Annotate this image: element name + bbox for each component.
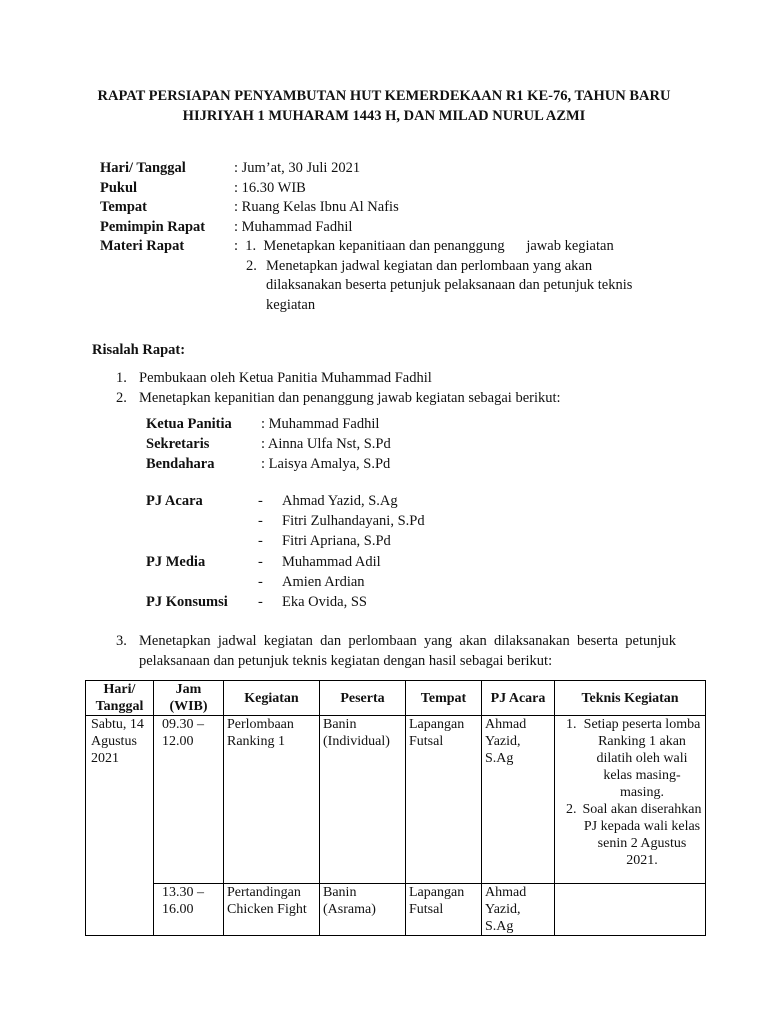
table-cell-tempat: Lapangan Futsal [406, 884, 482, 936]
pj-role [146, 573, 258, 593]
officer-role: Bendahara [146, 456, 215, 472]
dash-bullet: - [258, 513, 263, 530]
pj-name: Amien Ardian [282, 573, 365, 590]
list-text: Pembukaan oleh Ketua Panitia Muhammad Fadhil [139, 370, 432, 386]
meta-row-hari [100, 159, 690, 179]
table-cell-peserta: Banin (Individual) [320, 716, 406, 884]
meta-value: : Ruang Kelas Ibnu Al Nafis [234, 199, 399, 215]
pj-name: Fitri Zulhandayani, S.Pd [282, 513, 425, 530]
list-number: 2. [246, 257, 257, 274]
table-cell-tempat: Lapangan Futsal [406, 716, 482, 884]
officer-row [146, 415, 546, 435]
meta-row-materi [100, 237, 690, 257]
pj-role: PJ Konsumsi [146, 593, 228, 610]
pj-list [146, 492, 546, 613]
meta-label: Tempat [100, 199, 147, 215]
table-cell-peserta: Banin (Asrama) [320, 884, 406, 936]
pj-role [146, 512, 258, 532]
list-item: 2. Soal akan diserahkan PJ kepada wali kelas senin 2 Agustus 2021. [580, 801, 702, 869]
list-number: 3. [116, 633, 127, 649]
pj-row [146, 573, 546, 593]
dash-bullet: - [258, 493, 263, 509]
meta-label: Hari/ Tanggal [100, 160, 186, 176]
table-cell-jam: 13.30 – 16.00 [154, 884, 224, 936]
list-item [116, 369, 691, 389]
column-header: Kegiatan [224, 681, 320, 716]
column-header: Tempat [406, 681, 482, 716]
column-header: Jam (WIB) [154, 681, 224, 716]
meta-row-pemimpin [100, 218, 690, 238]
list-item: 1. Setiap peserta lomba Ranking 1 akan dilatih oleh wali kelas masing-masing. [580, 716, 702, 801]
table-cell-pj: Ahmad Yazid, S.Ag [482, 884, 555, 936]
dash-bullet: - [258, 593, 263, 610]
officer-name: : Muhammad Fadhil [261, 416, 380, 432]
column-header: Teknis Kegiatan [555, 681, 706, 716]
table-row [86, 716, 706, 884]
table-header-row [86, 681, 706, 716]
column-header: Hari/ Tanggal [86, 681, 154, 716]
teknis-list [558, 716, 702, 869]
agenda-list [116, 369, 691, 408]
meeting-details [100, 159, 690, 315]
pj-name: Fitri Apriana, S.Pd [282, 533, 391, 550]
meta-value: : Jum’at, 30 Juli 2021 [234, 160, 361, 176]
committee-officers [146, 415, 546, 475]
pj-row [146, 593, 546, 613]
meta-row-tempat [100, 198, 690, 218]
officer-row [146, 455, 546, 475]
table-cell-hari: Sabtu, 14 Agustus 2021 [86, 716, 154, 936]
officer-row [146, 435, 546, 455]
pj-row [146, 553, 546, 573]
list-number: 1. [116, 370, 127, 386]
list-text: Menetapkan jadwal kegiatan dan perlombaan yang akan dilaksanakan beserta petunjuk pelaksanaan dan petunjuk teknis kegiatan [266, 257, 633, 313]
table-cell-kegiatan: Perlombaan Ranking 1 [224, 716, 320, 884]
table-cell-jam: 09.30 – 12.00 [154, 716, 224, 884]
pj-name: Ahmad Yazid, S.Ag [282, 493, 398, 509]
list-text: Menetapkan kepanitian dan penanggung jawab kegiatan sebagai berikut: [139, 389, 561, 406]
column-header: Peserta [320, 681, 406, 716]
pj-role: PJ Media [146, 553, 206, 570]
officer-name: : Laisya Amalya, S.Pd [261, 456, 391, 472]
meta-value: : 1. Menetapkan kepanitiaan dan penanggung jawab kegiatan [234, 238, 614, 254]
meta-label: Pukul [100, 179, 138, 196]
document-title: RAPAT PERSIAPAN PENYAMBUTAN HUT KEMERDEKAAN R1 KE-76, TAHUN BARU HIJRIYAH 1 MUHARAM 1443 H, DAN MILAD NURUL AZMI [97, 88, 671, 124]
list-number: 2. [116, 389, 127, 406]
section-heading-risalah: Risalah Rapat: [92, 342, 186, 358]
agenda-item-3 [116, 632, 676, 671]
meta-label: Pemimpin Rapat [100, 218, 206, 235]
table-cell-teknis [555, 884, 706, 936]
pj-name: Muhammad Adil [282, 553, 381, 570]
schedule-table [85, 680, 706, 936]
dash-bullet: - [258, 533, 263, 550]
dash-bullet: - [258, 573, 263, 590]
dash-bullet: - [258, 553, 263, 570]
meta-value: : Muhammad Fadhil [234, 218, 353, 235]
table-row [86, 884, 706, 936]
table-cell-teknis [555, 716, 706, 884]
pj-row [146, 532, 546, 552]
pj-role [146, 532, 258, 552]
pj-row [146, 512, 546, 532]
officer-role: Sekretaris [146, 436, 210, 452]
column-header: PJ Acara [482, 681, 555, 716]
meta-value: : 16.30 WIB [234, 179, 306, 196]
pj-row [146, 492, 546, 512]
pj-name: Eka Ovida, SS [282, 593, 367, 610]
list-text: Menetapkan jadwal kegiatan dan perlombaan yang akan dilaksanakan beserta petunjuk pelaksanaan dan petunjuk teknis kegiatan dengan hasil sebagai berikut: [139, 633, 676, 669]
officer-role: Ketua Panitia [146, 416, 232, 432]
table-cell-kegiatan: Pertandingan Chicken Fight [224, 884, 320, 936]
list-item [116, 389, 691, 409]
meta-label: Materi Rapat [100, 238, 185, 254]
materi-item-2 [100, 257, 690, 316]
pj-role: PJ Acara [146, 493, 203, 509]
officer-name: : Ainna Ulfa Nst, S.Pd [261, 436, 391, 452]
table-cell-pj: Ahmad Yazid, S.Ag [482, 716, 555, 884]
meta-row-pukul [100, 179, 690, 199]
